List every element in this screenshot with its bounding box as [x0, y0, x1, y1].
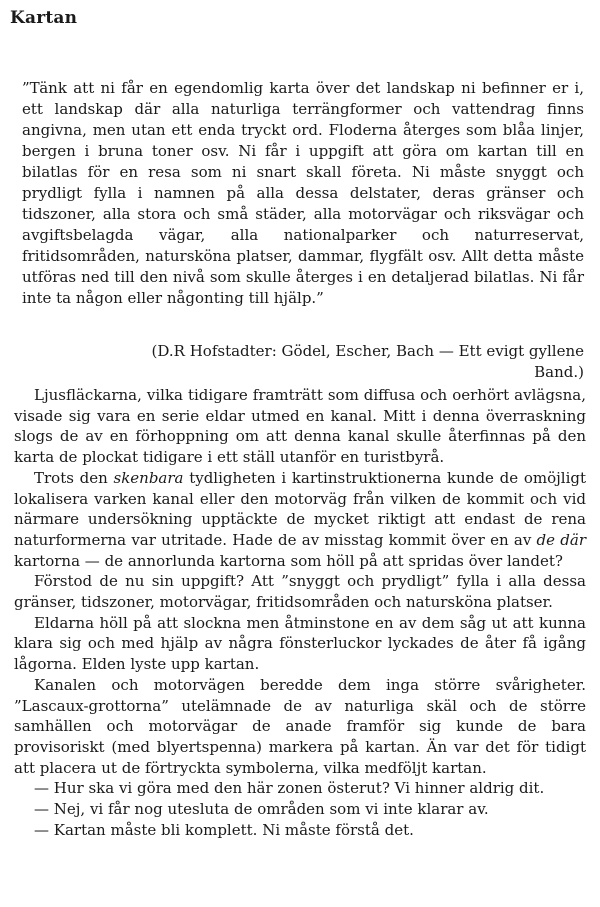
paragraph-2-emphasis-2: de där: [536, 530, 586, 549]
paragraph-4: Eldarna höll på att slockna men åtminstone en av dem såg ut att kunna klara sig och med hjälp av några fönsterluckor lyckades de åter få igång lågorna. Elden lyste upp kartan.: [14, 613, 586, 674]
paragraph-2-emphasis: skenbara: [113, 468, 184, 487]
epigraph-attribution: (D.R Hofstadter: Gödel, Escher, Bach — Ett evigt gyllene Band.): [151, 342, 584, 381]
epigraph-quote: ”Tänk att ni får en egendomlig karta över det landskap ni befinner er i, ett landskap där alla naturliga terrängformer och vattendrag finns angivna, men utan ett enda tryckt ord. Floderna återges som blåa linjer, bergen i bruna toner osv. Ni får i uppgift att göra om kartan till en bilatlas för en resa som ni snart skall företa. Ni måste snyggt och prydligt fylla i namnen på alla dessa delstater, deras gränser och tidszoner, alla stora och små städer, alla motorvägar och riksvägar och avgiftsbelagda vägar, alla nationalparker och naturreservat, fritidsområden, natursköna platser, dammar, flygfält osv. Allt detta måste utföras ned till den nivå som skulle återges i en detaljerad bilatlas. Ni får inte ta någon eller någonting till hjälp.”: [22, 79, 584, 307]
dialogue-line-2: — Nej, vi får nog utesluta de områden som vi inte klarar av.: [34, 800, 489, 819]
page-title: Kartan: [10, 8, 78, 28]
paragraph-2-part-c: kartorna — de annorlunda kartorna som höll på att spridas över landet?: [14, 551, 563, 570]
dialogue-line-3: — Kartan måste bli komplett. Ni måste förstå det.: [34, 820, 414, 839]
body-text: [14, 385, 586, 840]
paragraph-2-part-b: tydligheten i kartinstruktionerna kunde de omöjligt lokalisera varken kanal eller den motorväg från vilken de kommit och vid närmare undersökning upptäckte de mycket riktigt att endast de rena naturformerna var utritade. Hade de av misstag kommit över en av: [14, 468, 586, 549]
paragraph-3: Förstod de nu sin uppgift? Att ”snyggt och prydligt” fylla i alla dessa gränser, tidszoner, motorvägar, fritidsområden och natursköna platser.: [14, 572, 586, 612]
dialogue-line-1: — Hur ska vi göra med den här zonen österut? Vi hinner aldrig dit.: [34, 779, 545, 798]
paragraph-5: Kanalen och motorvägen beredde dem inga större svårigheter. ”Lascaux-grottorna” utelämnade de av naturliga skäl och de större samhällen och motorvägar de anade framför sig kunde de bara provisoriskt (med blyertspenna) markera på kartan. Än var det för tidigt att placera ut de förtryckta symbolerna, vilka medföljt kartan.: [14, 675, 586, 777]
paragraph-1: Ljusfläckarna, vilka tidigare framträtt som diffusa och oerhört avlägsna, visade sig vara en serie eldar utmed en kanal. Mitt i denna överraskning slogs de av en förhoppning om att denna kanal skulle återfinnas på den karta de plockat tidigare i ett ställ utanför en turistbyrå.: [14, 386, 586, 467]
paragraph-2-part-a: Trots den: [34, 468, 114, 487]
paragraph-2: [14, 468, 586, 572]
